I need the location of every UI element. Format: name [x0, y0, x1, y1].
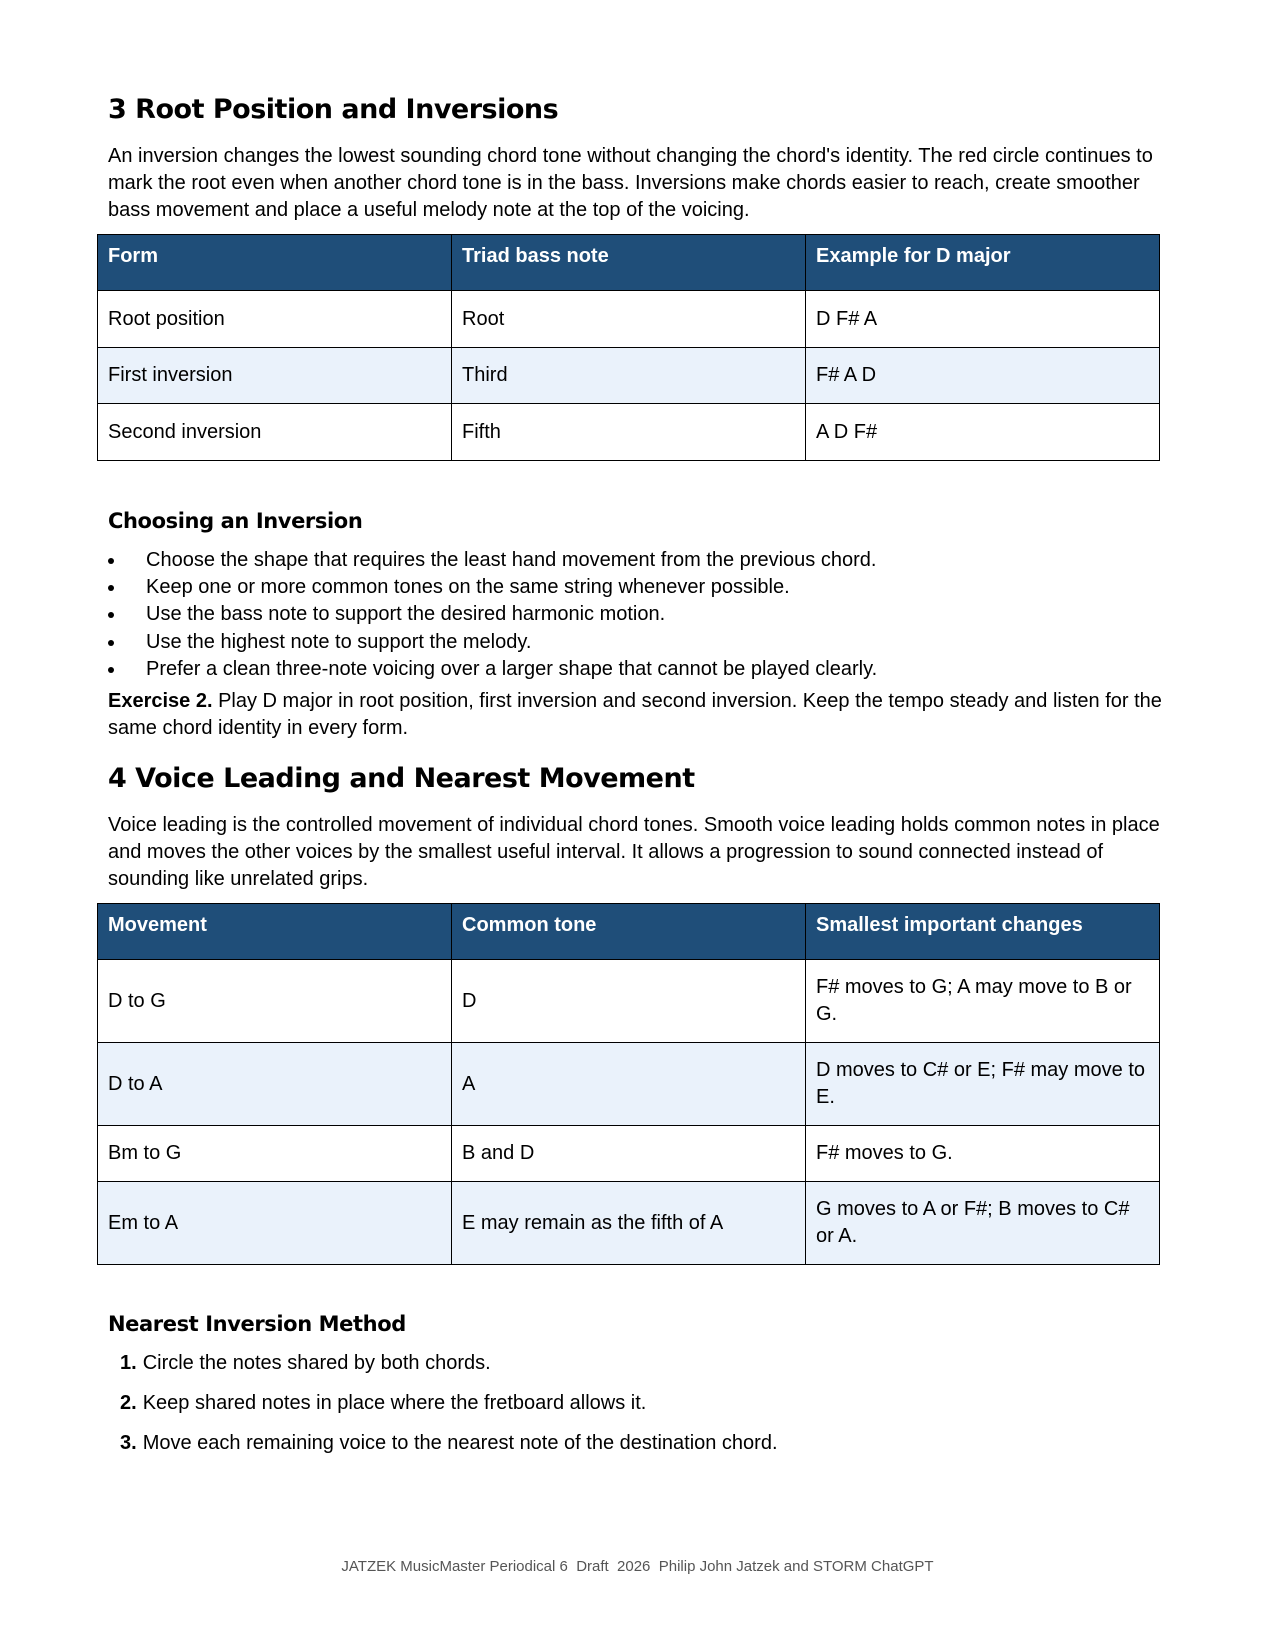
- list-item: [108, 656, 877, 683]
- table-cell: A D F#: [806, 404, 1160, 461]
- inversion-tips-list: [108, 547, 877, 683]
- choosing-inversion-heading: Choosing an Inversion: [108, 509, 363, 533]
- table-row: [98, 404, 1160, 461]
- table-row: [98, 960, 1160, 1043]
- table-row: [98, 1126, 1160, 1182]
- section-4-heading: 4 Voice Leading and Nearest Movement: [108, 763, 695, 794]
- column-header: Example for D major: [806, 235, 1160, 291]
- exercise-label: Exercise 2.: [108, 690, 213, 712]
- page-footer: JATZEK MusicMaster Periodical 6 Draft 2026 Philip John Jatzek and STORM ChatGPT: [341, 1558, 934, 1575]
- step-text: Circle the notes shared by both chords.: [142, 1352, 491, 1374]
- table-cell: A: [452, 1043, 806, 1126]
- table-cell: D moves to C# or E; F# may move to E.: [806, 1043, 1160, 1126]
- table-row: [98, 291, 1160, 348]
- step-number: 1.: [120, 1352, 137, 1374]
- nearest-inversion-steps: [120, 1350, 778, 1470]
- table-row: [98, 1182, 1160, 1265]
- table-cell: First inversion: [98, 348, 452, 404]
- voice-leading-table: [97, 903, 1160, 1265]
- table-row: [98, 1043, 1160, 1126]
- list-item: [108, 547, 877, 574]
- list-item-text: Choose the shape that requires the least hand movement from the previous chord.: [146, 549, 877, 571]
- section-4-intro: Voice leading is the controlled movement of individual chord tones. Smooth voice leading holds common notes in place and moves the other voices by the smallest useful interval. It allows a progression to sound connected instead of sounding like unrelated grips.: [108, 814, 1160, 890]
- list-item: [120, 1430, 778, 1470]
- list-item: [120, 1350, 778, 1390]
- list-item-text: Use the bass note to support the desired harmonic motion.: [146, 603, 666, 626]
- table-cell: Em to A: [98, 1182, 452, 1265]
- section-3-heading: 3 Root Position and Inversions: [108, 94, 559, 125]
- bullet-icon: [108, 585, 114, 591]
- table-cell: D F# A: [806, 291, 1160, 348]
- list-item: [120, 1390, 778, 1430]
- table-cell: E may remain as the fifth of A: [452, 1182, 806, 1265]
- bullet-icon: [108, 640, 114, 646]
- list-item-text: Keep one or more common tones on the same string whenever possible.: [146, 576, 790, 599]
- table-cell: Third: [452, 348, 806, 404]
- step-number: 2.: [120, 1392, 137, 1414]
- bullet-icon: [108, 612, 114, 618]
- table-cell: F# moves to G; A may move to B or G.: [806, 960, 1160, 1043]
- table-cell: D to G: [98, 960, 452, 1043]
- table-cell: Root position: [98, 291, 452, 348]
- inversions-table: [97, 234, 1160, 461]
- step-text: Move each remaining voice to the nearest note of the destination chord.: [142, 1432, 778, 1454]
- table-cell: F# moves to G.: [806, 1126, 1160, 1182]
- list-item-text: Use the highest note to support the melody.: [146, 630, 532, 653]
- column-header: Triad bass note: [452, 235, 806, 291]
- table-row: [98, 348, 1160, 404]
- table-cell: Root: [452, 291, 806, 348]
- table-cell: F# A D: [806, 348, 1160, 404]
- table-cell: D: [452, 960, 806, 1043]
- nearest-inversion-heading: Nearest Inversion Method: [108, 1312, 406, 1336]
- list-item: [108, 601, 877, 628]
- table-cell: G moves to A or F#; B moves to C# or A.: [806, 1182, 1160, 1265]
- exercise-2-paragraph: [108, 688, 1168, 742]
- step-text: Keep shared notes in place where the fretboard allows it.: [142, 1392, 647, 1414]
- bullet-icon: [108, 667, 114, 673]
- table-cell: Second inversion: [98, 404, 452, 461]
- column-header: Smallest important changes: [806, 904, 1160, 960]
- section-3-intro: An inversion changes the lowest sounding chord tone without changing the chord's identity. The red circle continues to mark the root even when another chord tone is in the bass. Inversions make chords easier to reach, create smoother bass movement and place a useful melody note at the top of the voicing.: [108, 145, 1153, 221]
- bullet-icon: [108, 558, 114, 564]
- list-item: [108, 629, 877, 656]
- column-header: Common tone: [452, 904, 806, 960]
- exercise-text: Play D major in root position, first inversion and second inversion. Keep the tempo steady and listen for the same chord identity in every form.: [108, 690, 1162, 739]
- table-cell: D to A: [98, 1043, 452, 1126]
- table-cell: Bm to G: [98, 1126, 452, 1182]
- list-item-text: Prefer a clean three-note voicing over a larger shape that cannot be played clearly.: [146, 657, 878, 680]
- step-number: 3.: [120, 1432, 137, 1454]
- table-header-row: [98, 904, 1160, 960]
- table-cell: B and D: [452, 1126, 806, 1182]
- table-header-row: [98, 235, 1160, 291]
- table-cell: Fifth: [452, 404, 806, 461]
- column-header: Form: [98, 235, 452, 291]
- column-header: Movement: [98, 904, 452, 960]
- list-item: [108, 574, 877, 601]
